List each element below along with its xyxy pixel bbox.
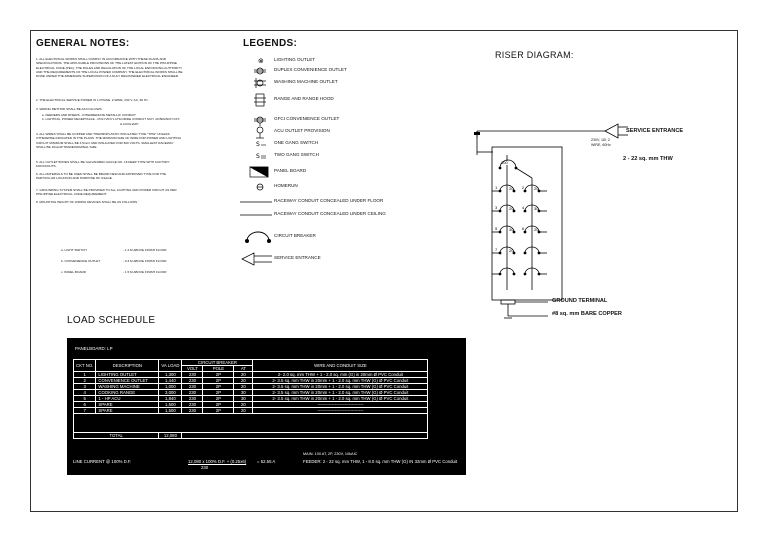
total-label: TOTAL [74, 433, 159, 439]
general-notes-title: GENERAL NOTES: [36, 38, 130, 49]
cell-wire: -------------------------------- [253, 408, 428, 414]
svg-text:S: S [256, 153, 260, 160]
legend-label: CIRCUIT BREAKER [274, 233, 316, 238]
cell-desc: 1 - HP ACU [96, 396, 159, 402]
legend-label: RANGE AND RANGE HOOD [274, 96, 334, 101]
legend-label: ACU OUTLET PROVISION [274, 128, 330, 133]
general-note-item: 8. MOUNTING HEIGHT OF WIRING DEVICES SHALL BE AS FOLLOWS : [36, 200, 139, 204]
line-current-label: LINE CURRENT @ 100% D.F. [73, 459, 132, 464]
col-desc: DESCRIPTION [96, 360, 159, 372]
col-cb: CIRCUIT BREAKER [182, 360, 253, 366]
breaker-number: 4 [522, 205, 525, 210]
cell-desc: SPARE [96, 408, 159, 414]
service-entrance-icon [250, 253, 270, 265]
service-entrance-label: SERVICE ENTRANCE [626, 128, 684, 134]
mounting-device: c. PANEL BOARD [61, 270, 86, 274]
ground-terminal-bar [501, 300, 515, 304]
col-at: AT [234, 366, 253, 372]
cell-volt: 230 [182, 390, 203, 396]
breaker-rating: 30 [509, 227, 514, 232]
total-value: 12,080 [159, 433, 182, 439]
col-volt: VOLT [182, 366, 203, 372]
main-breaker-rating: 100 [501, 160, 508, 165]
cell-volt: 230 [182, 408, 203, 414]
cell-wire: -------------------------------- [253, 402, 428, 408]
breaker-number: 6 [522, 226, 525, 231]
cell-va: 1,500 [159, 402, 182, 408]
feeder-label: 2 - 22 sq. mm THW [623, 156, 673, 162]
load-schedule-title: LOAD SCHEDULE [67, 315, 156, 326]
cell-ckt: 1 [74, 372, 96, 378]
ground-wire-label: #8 sq. mm BARE COPPER [552, 311, 622, 317]
svg-text:S: S [256, 141, 260, 148]
breaker-rating: 20 [509, 186, 514, 191]
raceway-ceiling-icon [250, 209, 270, 221]
gfci-outlet-icon [250, 114, 270, 126]
mounting-height: - 1.2 M ABOVE FINISH FLOOR [123, 248, 167, 252]
breaker-rating: 20 [509, 248, 514, 253]
cell-pole: 2P [203, 378, 234, 384]
service-spec-2: WIRE, 60Hz [591, 143, 611, 147]
cell-ckt: 4 [74, 390, 96, 396]
duplex-outlet-icon [250, 65, 270, 77]
general-note-item: a. FEEDERS AND RISERS - INTERMEDIATE METALLIC CONDUIT [42, 113, 136, 117]
cell-at: 20 [234, 378, 253, 384]
legend-label: ONE GANG SWITCH [274, 140, 319, 145]
cell-pole: 2P [203, 408, 234, 414]
general-note-item: 2. THE ELECTRICAL SERVICE POWER IS 1 PHASE, 2-WIRE, 230 V, AC, 60 Hz. [36, 98, 149, 102]
one-gang-switch-icon [250, 138, 270, 150]
col-pole: POLE [203, 366, 234, 372]
legend-label: WASHING MACHINE OUTLET [274, 79, 338, 84]
col-wire: WIRE AND CONDUIT SIZE [253, 360, 428, 372]
cell-desc: LIGHTING OUTLET [96, 372, 159, 378]
branch-breaker-icon [524, 268, 547, 275]
general-note-item: 7. GROUNDING SYSTEM SHALL BE PROVIDED TO ALL LIGHTING AND POWER CIRCUIT AS PER PHILIPPINE ELECTRICAL CODE REQUIREMENT. [36, 188, 177, 197]
general-note-item: & AUXILIARY [120, 122, 139, 126]
cell-volt: 230 [182, 402, 203, 408]
two-gang-switch-icon [250, 150, 270, 162]
cell-pole: 2P [203, 402, 234, 408]
cell-pole: 2P [203, 372, 234, 378]
breaker-rating: 20 [534, 227, 539, 232]
breaker-rating: 20 [509, 206, 514, 211]
legend-label: HOMERUN [274, 183, 298, 188]
legend-label: GFCI CONVENIENCE OUTLET [274, 116, 340, 121]
raceway-floor-icon [250, 196, 270, 208]
washing-machine-outlet-icon [250, 77, 270, 89]
panelboard-label: PANELBOARD: LP [75, 346, 113, 351]
general-note-item: 1. ALL ELECTRICAL WORKS SHALL COMPLY IN ACCORDANCE WITH THESE PLANS AND SPECIFICATIONS. THE APPLICABLE PROVISIONS OF THE LATEST EDITION OF THE PHILIPPINE ELECTRICAL CODE (PEC), THE RULES AND REGULATION OF THE LOCAL ENFORCING AUTHORITY AND THE REQUIREMENTS OF THE LOCAL POWER COMPANY. THE ELECTRICAL WORKS SHALL BE DONE UNDER THE IMMEDIATE SUPERVISION OF A DULY REGISTERED ELECTRICAL ENGINEER. [36, 57, 183, 79]
acu-outlet-icon [250, 126, 270, 138]
cell-at: 20 [234, 384, 253, 390]
svg-text:⊗: ⊗ [258, 57, 264, 65]
cell-wire: 2- 3.5 sq. mm THW in 20mm + 1 - 2.0 sq. mm THW (G) Ø PVC Conduit [253, 384, 428, 390]
mounting-height: - 1.5 M ABOVE FINISH FLOOR [123, 270, 167, 274]
riser-title: RISER DIAGRAM: [495, 50, 574, 60]
cell-at: 30 [234, 396, 253, 402]
col-ckt: CKT NO. [74, 360, 96, 372]
cell-wire: 2- 3.5 sq. mm THW in 20mm + 1 - 2.0 sq. mm THW (G) Ø PVC Conduit [253, 378, 428, 384]
cell-ckt: 2 [74, 378, 96, 384]
branch-breaker-icon [524, 247, 547, 254]
cell-va: 1,000 [159, 384, 182, 390]
col-va: VA LOAD [159, 360, 182, 372]
load-schedule-table-panel [67, 338, 466, 475]
circuit-breaker-icon [250, 231, 270, 243]
general-note-item: b. LIGHTING, POWER RECEPTACLE - POLYVINYL CHLORIDE CONDUIT SCH. 40 BRANCH CKT. [42, 117, 181, 121]
cell-ckt: 6 [74, 402, 96, 408]
service-entrance-icon [605, 124, 628, 138]
cell-va: 1,840 [159, 396, 182, 402]
cell-at: 20 [234, 372, 253, 378]
general-note-item: 5. ALL OUTLET BOXES SHALL BE GALVANIZED GAUGE NO. 16 DEEP TYPE WITH FACTORY KNOCKOUTS. [36, 160, 170, 169]
line-current-divisor: 230 [201, 465, 209, 470]
general-note-item: 6. ALL MATERIALS TO BE USED SHALL BE BRAND NEW AND APPROVED TYPE FOR THE PARTICULAR LOCATION AND PURPOSE OF USAGE. [36, 172, 166, 181]
mounting-device: b. CONVENIENCE OUTLET [61, 259, 101, 263]
legend-label: RACEWAY CONDUIT CONCEALED UNDER CEILING [274, 211, 386, 216]
breaker-rating: 30 [534, 206, 539, 211]
branch-breaker-icon [492, 268, 515, 275]
cell-pole: 2P [203, 396, 234, 402]
legend-label: PANEL BOARD [274, 168, 307, 173]
breaker-number: 2 [522, 185, 525, 190]
legend-label: DUPLEX CONVENIENCE OUTLET [274, 67, 347, 72]
cell-wire: 2- 3.5 sq. mm THW in 20mm + 1 - 2.0 sq. mm THW (G) Ø PVC Conduit [253, 390, 428, 396]
cell-ckt: 5 [74, 396, 96, 402]
cell-volt: 230 [182, 378, 203, 384]
load-schedule-table [73, 359, 428, 439]
panel-board-box [492, 147, 562, 300]
cell-wire: 2- 3.5 sq. mm THW in 20mm + 1 - 2.0 sq. mm THW (G) Ø PVC Conduit [253, 396, 428, 402]
line-current-result: = 52.55 A [257, 459, 276, 464]
legend-label: SERVICE ENTRANCE [274, 255, 321, 260]
breaker-number: 7 [495, 247, 498, 252]
cell-at: 20 [234, 408, 253, 414]
main-breaker-spec: MAIN: 100 AT, 2P, 230V, 10kAIC [303, 452, 358, 456]
cell-desc: CONVENIENCE OUTLET [96, 378, 159, 384]
cell-at: 20 [234, 402, 253, 408]
service-spec-1: 230V, 1Ø, 2 [591, 138, 610, 142]
range-outlet-icon [250, 94, 270, 106]
cell-va: 3,000 [159, 390, 182, 396]
cell-ckt: 3 [74, 384, 96, 390]
homerun-icon [250, 181, 270, 193]
cell-wire: 2- 2.0 sq. mm THW + 1 - 2.0 sq. mm (G) in 20mm Ø PVC Conduit [253, 372, 428, 378]
cell-desc: WASHING MACHINE [96, 384, 159, 390]
line-current-calc: 12,080 x 100% D.F. + (0.25x6) [188, 459, 247, 464]
cell-volt: 230 [182, 372, 203, 378]
cell-desc: COOKING RANGE [96, 390, 159, 396]
cell-pole: 2P [203, 384, 234, 390]
legend-label: RACEWAY CONDUIT CONCEALED UNDER FLOOR [274, 198, 384, 203]
general-note-item: 3. WIRING METHOD SHALL BE AS FOLLOWS : [36, 107, 104, 111]
breaker-number: 1 [495, 185, 498, 190]
ground-terminal-label: GROUND TERMINAL [552, 298, 608, 304]
breaker-number: 5 [495, 226, 498, 231]
breaker-number: 3 [495, 205, 498, 210]
cell-desc: SPARE [96, 402, 159, 408]
legend-label: LIGHTING OUTLET [274, 57, 316, 62]
cell-volt: 230 [182, 384, 203, 390]
feeder-spec: FEEDER: 2 - 22 sq. mm THW, 1 - 8.0 sq. mm THW (G) IN 32mm Ø PVC Conduit [303, 459, 458, 464]
mounting-device: a. LIGHT SWITCH [61, 248, 87, 252]
legends-title: LEGENDS: [243, 38, 298, 49]
cell-va: 1,300 [159, 372, 182, 378]
breaker-rating: 20 [534, 186, 539, 191]
panel-board-icon [250, 166, 270, 178]
cell-at: 30 [234, 390, 253, 396]
cell-ckt: 7 [74, 408, 96, 414]
cell-volt: 230 [182, 396, 203, 402]
cell-pole: 2P [203, 390, 234, 396]
general-note-item: 4. ALL WIRES SHALL BE COPPER AND THERMOPLASTIC INSULATED TYPE "THW" UNLESS OTHERWISE INDICATED IN THE PLANS. THE MINIMUM SIZE OF WIRE FOR POWER AND LIGHTING CIRCUIT MINIMUM SHALL BE 3.5mm² AND INSULATED FOR 600 VOLTS. SMALLEST RACEWAY SHALL BE 15mmØ TRADE/NOMINAL SIZE. [36, 132, 182, 149]
cell-va: 1,500 [159, 408, 182, 414]
cell-va: 1,440 [159, 378, 182, 384]
legend-label: TWO GANG SWITCH [274, 152, 319, 157]
mounting-height: - 0.3 M ABOVE FINISH FLOOR [123, 259, 167, 263]
